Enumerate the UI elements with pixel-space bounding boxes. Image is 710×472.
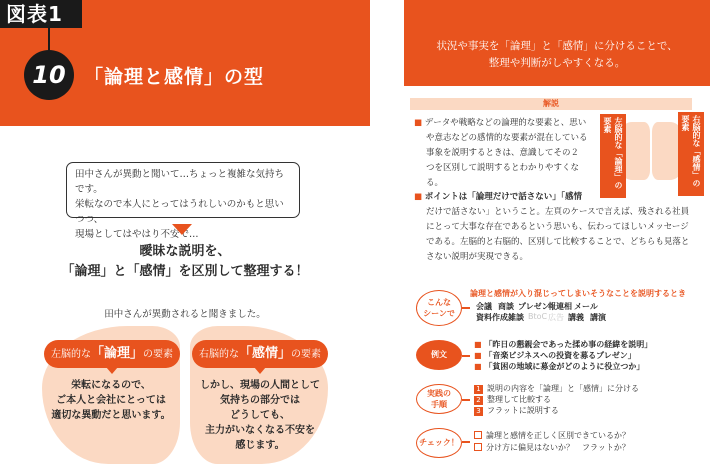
emotion-pill-tip <box>254 367 266 374</box>
keyword: メール <box>574 302 598 311</box>
keyword: 講義 <box>568 313 584 322</box>
keyword: 雑談 <box>508 313 524 322</box>
headline-line-1: 曖昧な説明を、 <box>139 244 231 259</box>
right-header-line: 整理や判断がしやすくなる。 <box>488 57 626 69</box>
quote-line: 栄転なので本人にとってはうれしいのかもと思いつつ、 <box>75 199 284 225</box>
bullet-line: にとって大事な存在であるという思いも、伝わってほしいメッセージ <box>426 222 689 232</box>
logic-text-line: 適切な異動だと思います。 <box>51 410 171 421</box>
step-number: 1 <box>474 385 483 394</box>
situation-label-line: シーンで <box>423 309 455 318</box>
logic-text-line: 栄転になるので、 <box>71 380 151 391</box>
connector <box>462 307 470 309</box>
arrow-down-icon <box>172 224 192 235</box>
emotion-text <box>192 378 328 453</box>
emotion-text-line: 気持ちの部分では <box>220 395 300 406</box>
keyword-inactive: BtoC <box>528 312 548 321</box>
checkbox-icon <box>474 431 482 439</box>
connector <box>462 355 470 357</box>
example-item: 「音楽ビジネスへの投資を募るプレゼン」 <box>484 351 636 360</box>
logic-pill-prefix: 左脳的な <box>50 349 91 360</box>
emotion-pill-word: 「感情」 <box>238 346 291 361</box>
steps-label-line: 実践の <box>427 389 451 398</box>
step-number: 2 <box>474 396 483 405</box>
vertical-tag-logic: 左脳的な「論理」の要素 <box>600 114 626 198</box>
keyword: プレゼン <box>518 302 550 311</box>
explanation-heading: 解説 <box>410 98 692 110</box>
example-list <box>474 339 652 372</box>
story-text: 田中さんが異動されると聞きました。 <box>104 309 266 320</box>
keyword: 会議 <box>476 302 492 311</box>
number-connector <box>48 28 50 52</box>
bullet-2 <box>414 190 606 205</box>
check-label: チェック！ <box>416 428 462 458</box>
bullet-square-icon: ■ <box>474 340 482 349</box>
bullet-line: だけで話さない」ということ。左頁のケースで言えば、残される社員 <box>426 207 690 217</box>
right-header-line: 状況や事実を「論理」と「感情」に分けることで、 <box>436 40 678 52</box>
keyword: 講演 <box>590 313 606 322</box>
bullet-line: や意志などの感情的な要素が混在している <box>426 133 588 143</box>
bullet-line: つを区別して説明するとわかりやすくな <box>426 163 580 173</box>
situation-title: 論理と感情が入り混じってしまいそうなことを説明するとき <box>470 289 686 298</box>
logic-pill-tip <box>106 367 118 374</box>
logic-pill-word: 「論理」 <box>90 346 143 361</box>
right-header-text <box>404 38 710 72</box>
step-number: 3 <box>474 407 483 416</box>
emotion-pill <box>192 340 328 368</box>
step-item: フラットに説明する <box>487 406 559 415</box>
quote-line: 現場としてはやはり不安で… <box>75 229 199 240</box>
section-number: 10 <box>24 50 74 100</box>
bullet-line: さない説明が実現できる。 <box>426 252 529 262</box>
connector <box>462 441 470 443</box>
logic-text <box>46 378 176 423</box>
logic-text-line: ご本人と会社にとっては <box>56 395 166 406</box>
quote-line: 田中さんが異動と聞いて…ちょっと複雑な気持ちです。 <box>75 169 285 195</box>
example-label: 例文 <box>416 340 462 370</box>
situation-label-line: こんな <box>427 298 451 307</box>
bullet-line: である。左脳的と右脳的、区別して比較することで、どちらも見落と <box>426 237 690 247</box>
vertical-tag-emotion: 右脳的な「感情」の要素 <box>678 112 704 196</box>
situation-label <box>416 290 462 326</box>
emotion-text-line: しかし、現場の人間として <box>200 380 320 391</box>
check-list <box>474 430 630 454</box>
steps-label-line: 手順 <box>431 400 447 409</box>
bullet-line: る。 <box>426 178 444 188</box>
steps-label <box>416 384 462 414</box>
bullet-line: データや戦略などの論理的な要素と、思い <box>424 118 587 128</box>
step-item: 説明の内容を「論理」と「感情」に分ける <box>487 384 639 393</box>
example-item: 「貧困の地域に募金がどのように役立つか」 <box>484 362 645 371</box>
logic-pill-suffix: の要素 <box>143 349 173 360</box>
step-list <box>474 383 639 416</box>
bullet-square-icon: ■ <box>414 118 423 128</box>
check-item: 論理と感情を正しく区別できているか？ <box>486 431 630 440</box>
bullet-line: 事象を説明するときは、意識してその２ <box>426 148 580 158</box>
figure-label: 図表1 <box>0 0 82 28</box>
keyword: 商談 <box>498 302 514 311</box>
bullet-square-icon: ■ <box>474 351 482 360</box>
bullet-square-icon: ■ <box>474 362 482 371</box>
emotion-pill-suffix: の要素 <box>291 349 321 360</box>
bullet-square-icon: ■ <box>414 192 423 202</box>
page-title: 「論理と感情」の型 <box>84 66 265 88</box>
keyword: 資料作成 <box>476 313 508 322</box>
checkbox-icon <box>474 443 482 451</box>
example-item: 「昨日の懇親会であった揉め事の経緯を説明」 <box>484 340 653 349</box>
connector <box>462 399 470 401</box>
check-item: 分け方に偏見はないか？ フラットか？ <box>486 443 630 452</box>
emotion-text-line: 感じます。 <box>235 440 285 451</box>
bullet-2-continued <box>414 205 696 265</box>
emotion-text-line: どうしても、 <box>230 410 290 421</box>
keyword: 報連相 <box>548 302 572 311</box>
emotion-text-line: 主力がいなくなる不安を <box>205 425 315 436</box>
emotion-pill-prefix: 右脳的な <box>198 349 239 360</box>
logic-pill <box>44 340 180 368</box>
keyword-inactive: 広告 <box>548 313 564 322</box>
headline-line-2: 「論理」と「感情」を区別して整理する！ <box>61 264 309 279</box>
step-item: 整理して比較する <box>487 395 551 404</box>
quote-box <box>66 162 300 240</box>
bullet-line: ポイントは「論理だけで話さない」「感情 <box>424 192 582 202</box>
bullet-1 <box>414 116 600 191</box>
